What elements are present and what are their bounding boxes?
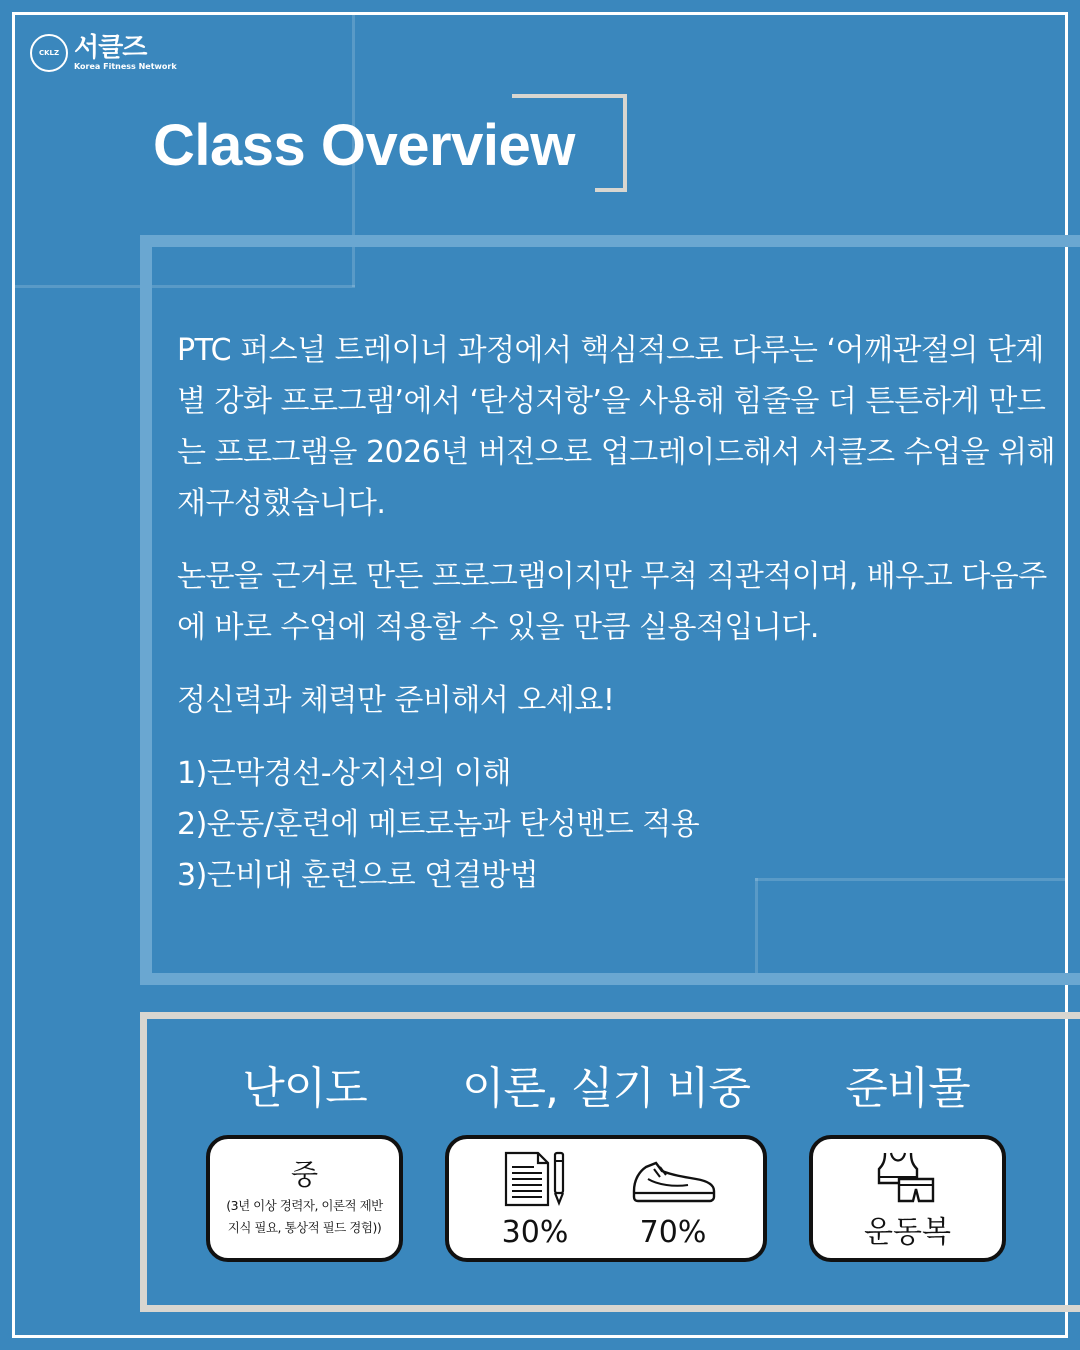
title-bracket-end	[595, 188, 627, 192]
topic-item: 3)근비대 훈련으로 연결방법	[177, 858, 539, 893]
theory-value: 30%	[501, 1215, 569, 1250]
prep-item: 운동복	[864, 1215, 951, 1250]
theory-ratio	[475, 1149, 595, 1250]
sportswear-icon	[873, 1149, 943, 1205]
practice-ratio	[613, 1149, 733, 1250]
prep-card	[809, 1135, 1006, 1262]
practice-value: 70%	[639, 1215, 707, 1250]
description-paragraph-1: PTC 퍼스널 트레이너 과정에서 핵심적으로 다루는 ‘어깨관절의 단계별 강화 프로그램’에서 ‘탄성저항’을 사용해 힘줄을 더 튼튼하게 만드는 프로그램을 2026년 버전으로 업그레이드해서 서클즈 수업을 위해 재구성했습니다.	[177, 333, 1056, 521]
difficulty-level: 중	[290, 1158, 319, 1191]
description	[177, 325, 1057, 901]
logo-badge: CKLZ	[30, 34, 68, 72]
description-paragraph-3: 정신력과 체력만 준비해서 오세요!	[177, 683, 615, 718]
brand-name: 서클즈	[74, 33, 147, 63]
difficulty-card	[206, 1135, 403, 1262]
page-title: Class Overview	[153, 113, 575, 178]
topic-item: 2)운동/훈련에 메트로놈과 탄성밴드 적용	[177, 807, 700, 842]
document-pen-icon	[500, 1149, 570, 1209]
prep-title: 준비물	[845, 1063, 970, 1114]
difficulty-title: 난이도	[242, 1063, 367, 1114]
brand-tagline: Korea Fitness Network	[74, 62, 177, 71]
difficulty-note: (3년 이상 경력자, 이론적 제반 지식 필요, 통상적 필드 경험))	[226, 1198, 383, 1235]
ratio-title: 이론, 실기 비중	[462, 1063, 750, 1114]
sneaker-icon	[628, 1149, 718, 1209]
brand-logo	[30, 34, 177, 72]
topic-item: 1)근막경선-상지선의 이해	[177, 756, 511, 791]
description-paragraph-2: 논문을 근거로 만든 프로그램이지만 무척 직관적이며, 배우고 다음주에 바로 수업에 적용할 수 있을 만큼 실용적입니다.	[177, 559, 1047, 645]
ratio-card	[445, 1135, 767, 1262]
